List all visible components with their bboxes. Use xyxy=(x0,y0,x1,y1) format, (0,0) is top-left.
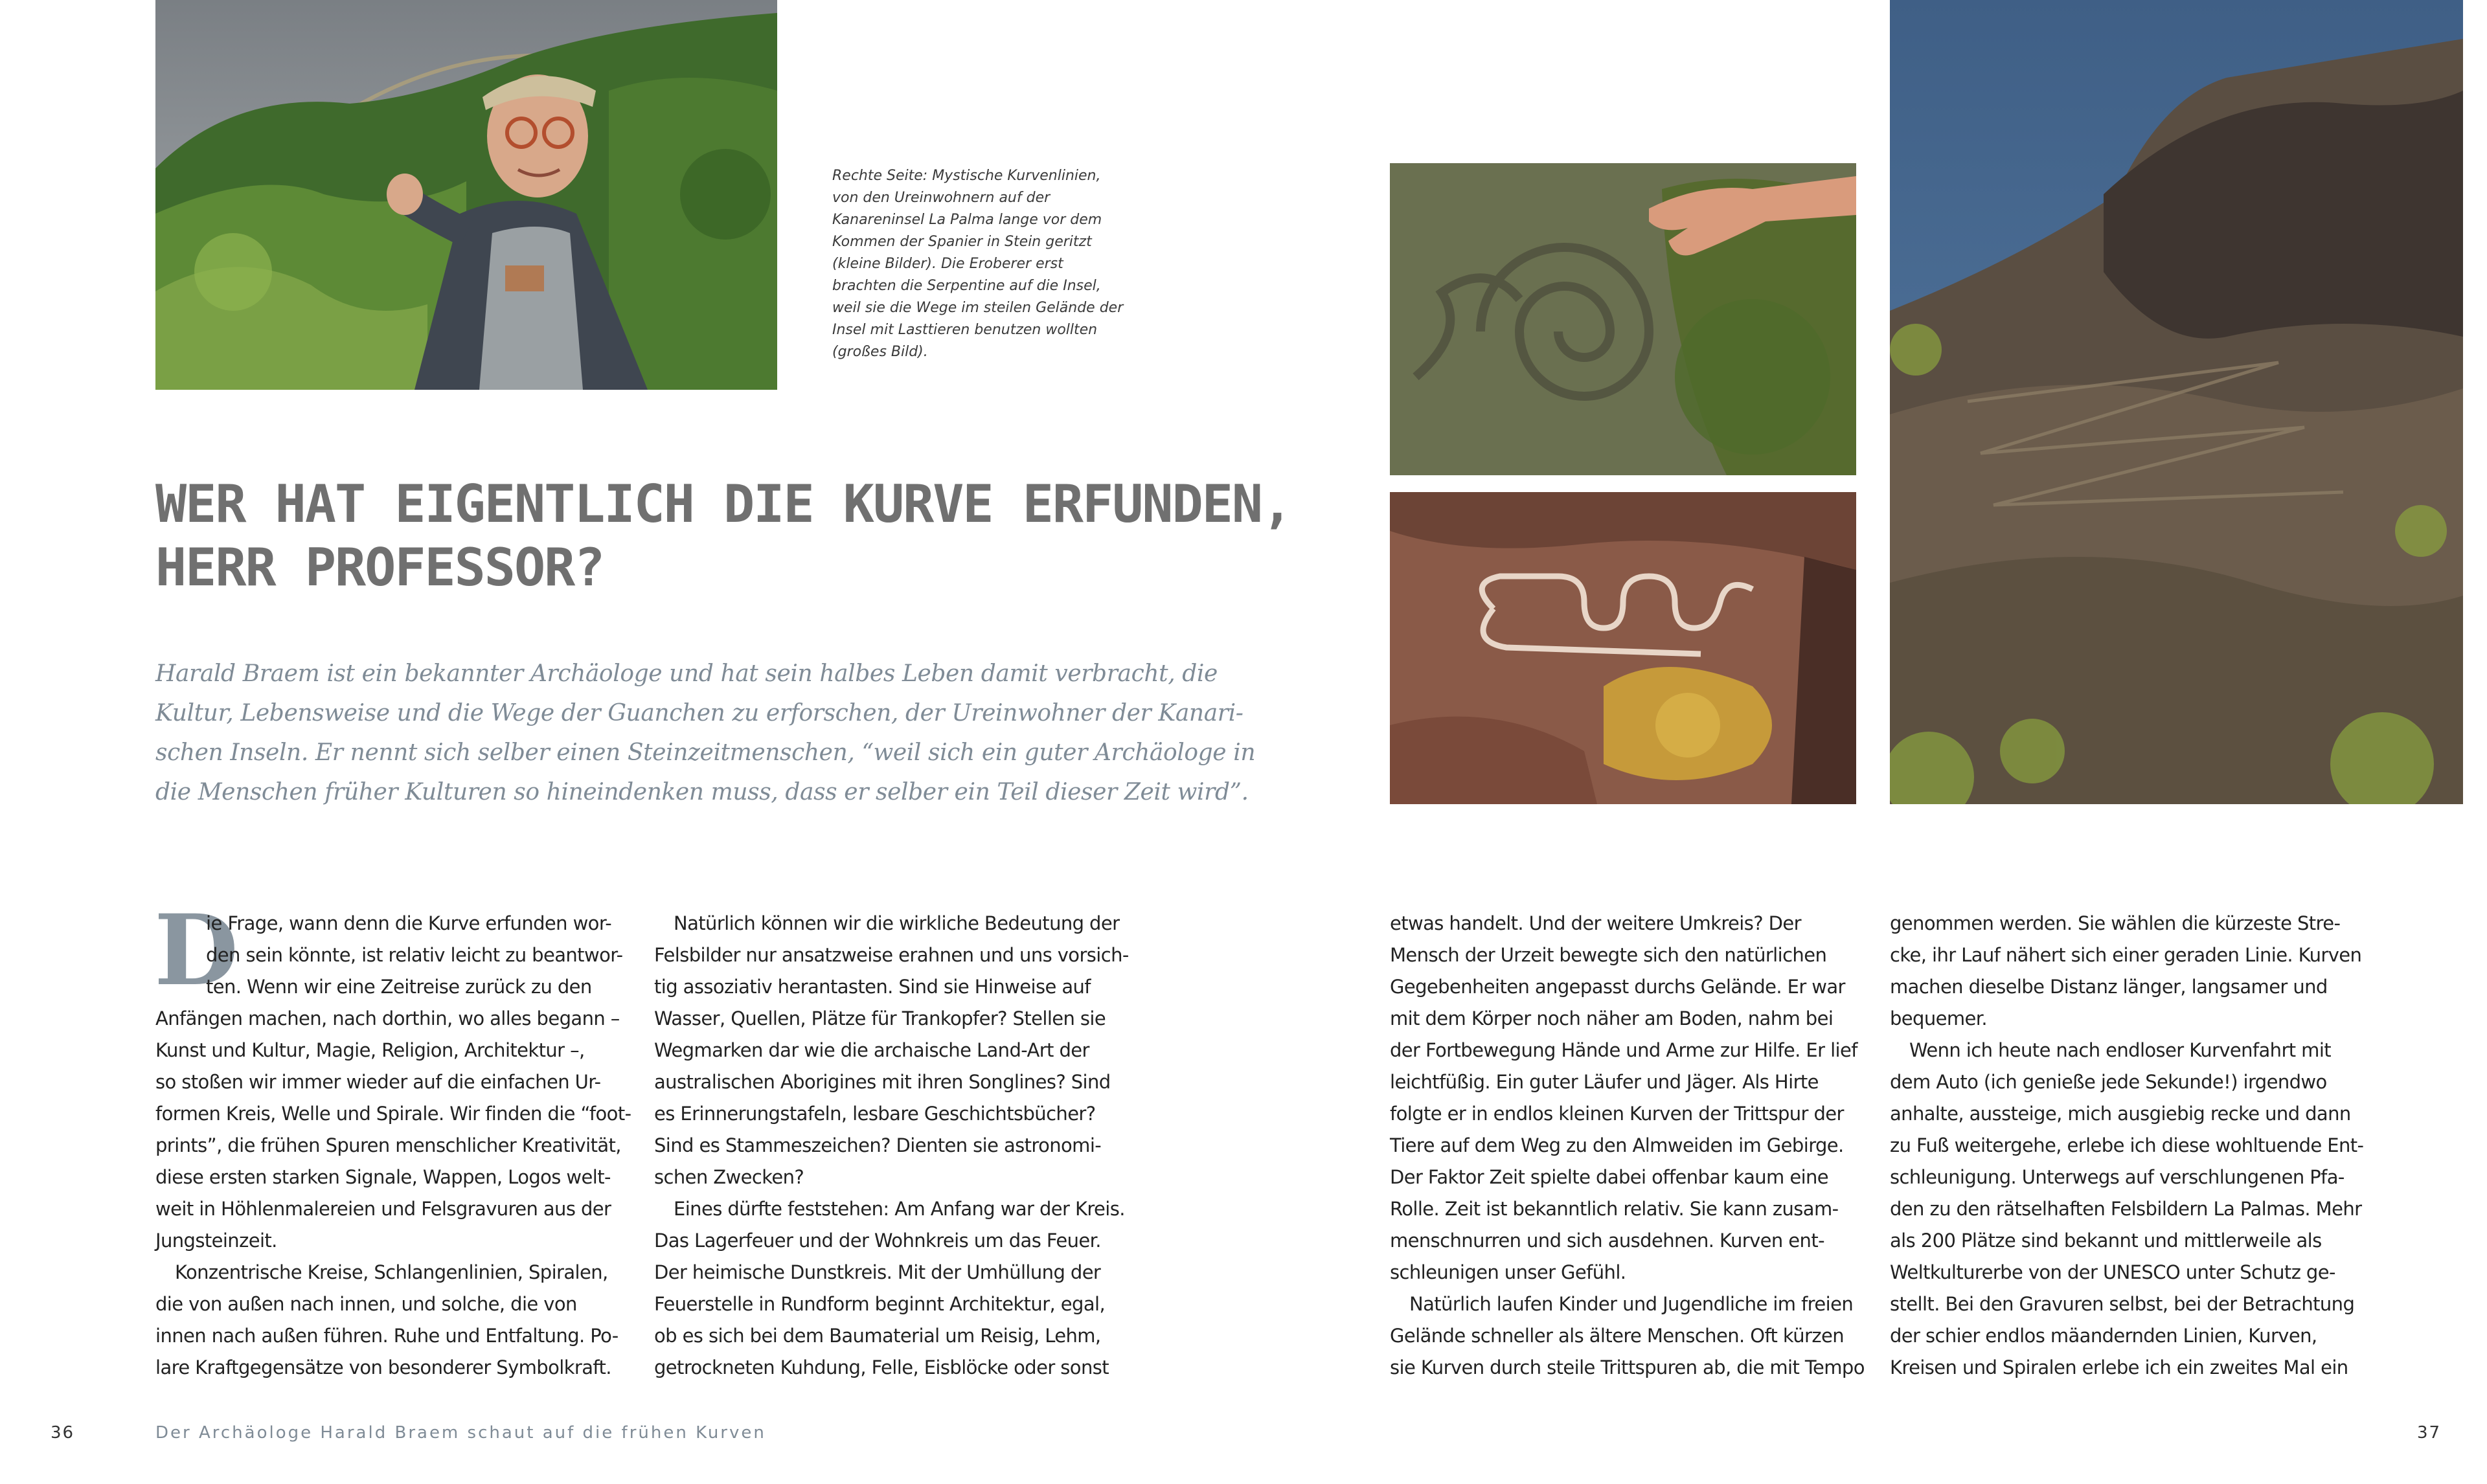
body-line: prints”, die frühen Spuren menschlicher Kreativität, xyxy=(155,1134,621,1156)
body-line: formen Kreis, Welle und Spirale. Wir finden die “foot- xyxy=(155,1103,631,1125)
body-line: tig assoziativ herantasten. Sind sie Hinweise auf xyxy=(654,976,1091,998)
headline-line-1: WER HAT EIGENTLICH DIE KURVE ERFUNDEN, xyxy=(155,474,1292,534)
body-line: so stoßen wir immer wieder auf die einfachen Ur- xyxy=(155,1071,601,1093)
body-line: getrockneten Kuhdung, Felle, Eisblöcke oder sonst xyxy=(654,1356,1109,1378)
body-line: Das Lagerfeuer und der Wohnkreis um das Feuer. xyxy=(654,1230,1101,1252)
headline-line-2: HERR PROFESSOR? xyxy=(155,537,604,598)
page-number-right: 37 xyxy=(2417,1423,2442,1443)
body-line: zu Fuß weitergehe, erlebe ich diese wohltuende Ent- xyxy=(1890,1134,2364,1156)
body-line: der schier endlos mäandernden Linien, Kurven, xyxy=(1890,1325,2317,1347)
body-line: leichtfüßig. Ein guter Läufer und Jäger. Als Hirte xyxy=(1390,1071,1819,1093)
body-line: Gegebenheiten angepasst durchs Gelände. Er war xyxy=(1390,976,1845,998)
body-line: Wasser, Quellen, Plätze für Trankopfer? Stellen sie xyxy=(654,1007,1106,1029)
body-line: die von außen nach innen, und solche, die von xyxy=(155,1293,577,1315)
drop-cap: D xyxy=(154,894,239,1007)
body-line: Kreisen und Spiralen erlebe ich ein zweites Mal ein xyxy=(1890,1356,2348,1378)
running-head: Der Archäologe Harald Braem schaut auf die frühen Kurven xyxy=(155,1423,766,1443)
body-column-4 xyxy=(1890,908,2369,1384)
caption-text: Rechte Seite: Mystische Kurvenlinien, von den Ureinwohnern auf der Kanareninsel La Palma lange vor dem Kommen der Spanier in Stein geritzt (kleine Bilder). Die Eroberer erst brachten die Serpentine auf die Insel, weil sie die Wege im steilen Gelände der Insel mit Lasttieren benutzen wollten (großes Bild). xyxy=(832,168,1124,360)
body-line: Anfängen machen, nach dorthin, wo alles begann – xyxy=(155,1007,620,1029)
body-line: anhalte, aussteige, mich ausgiebig recke und dann xyxy=(1890,1103,2351,1125)
body-line: Der heimische Dunstkreis. Mit der Umhüllung der xyxy=(654,1261,1101,1283)
petroglyph-spiral-photo xyxy=(1390,163,1856,475)
body-line: sie Kurven durch steile Trittspuren ab, die mit Tempo xyxy=(1390,1356,1865,1378)
body-line: den zu den rätselhaften Felsbildern La Palmas. Mehr xyxy=(1890,1198,2362,1220)
portrait-photo xyxy=(155,0,777,390)
body-line: schleunigen unser Gefühl. xyxy=(1390,1261,1626,1283)
body-line: Jungsteinzeit. xyxy=(155,1230,277,1252)
body-line: Der Faktor Zeit spielte dabei offenbar kaum eine xyxy=(1390,1166,1829,1188)
intro-paragraph xyxy=(155,654,1256,812)
body-line: genommen werden. Sie wählen die kürzeste Stre- xyxy=(1890,912,2341,934)
body-line: Gelände schneller als ältere Menschen. Oft kürzen xyxy=(1390,1325,1844,1347)
body-line: folgte er in endlos kleinen Kurven der Trittspur der xyxy=(1390,1103,1844,1125)
body-line: Mensch der Urzeit bewegte sich den natürlichen xyxy=(1390,944,1827,966)
body-line: Weltkulturerbe von der UNESCO unter Schutz ge- xyxy=(1890,1261,2335,1283)
body-column-3 xyxy=(1390,908,1869,1384)
body-line: cke, ihr Lauf nähert sich einer geraden Linie. Kurven xyxy=(1890,944,2362,966)
body-column-1 xyxy=(154,894,635,1384)
body-line: lare Kraftgegensätze von besonderer Symbolkraft. xyxy=(155,1356,611,1378)
petroglyph-meander-photo xyxy=(1390,492,1856,804)
body-line: Wenn ich heute nach endloser Kurvenfahrt mit xyxy=(1909,1039,2332,1061)
body-line: stellt. Bei den Gravuren selbst, bei der Betrachtung xyxy=(1890,1293,2355,1315)
body-line: schleunigung. Unterwegs auf verschlungenen Pfa- xyxy=(1890,1166,2345,1188)
body-line: Tiere auf dem Weg zu den Almweiden im Gebirge. xyxy=(1390,1134,1844,1156)
body-line: Rolle. Zeit ist bekanntlich relativ. Sie kann zusam- xyxy=(1390,1198,1839,1220)
intro-line: die Menschen früher Kulturen so hineindenken muss, dass er selber ein Teil dieser Zeit wird”. xyxy=(155,779,1249,805)
body-line: schen Zwecken? xyxy=(654,1166,804,1188)
page-number-left: 36 xyxy=(51,1423,75,1443)
body-line: mit dem Körper noch näher am Boden, nahm bei xyxy=(1390,1007,1834,1029)
body-line: bequemer. xyxy=(1890,1007,1988,1029)
body-line: Wegmarken dar wie die archaische Land-Art der xyxy=(654,1039,1089,1061)
body-line: ten. Wenn wir eine Zeitreise zurück zu den xyxy=(206,976,592,998)
article-headline xyxy=(155,473,1292,600)
coast-cliff-photo xyxy=(1890,0,2463,804)
body-line: etwas handelt. Und der weitere Umkreis? Der xyxy=(1390,912,1801,934)
body-line: diese ersten starken Signale, Wappen, Logos welt- xyxy=(155,1166,611,1188)
body-line: machen dieselbe Distanz länger, langsamer und xyxy=(1890,976,2328,998)
body-line: ob es sich bei dem Baumaterial um Reisig, Lehm, xyxy=(654,1325,1101,1347)
body-line: australischen Aborigines mit ihren Songlines? Sind xyxy=(654,1071,1111,1093)
body-line: dem Auto (ich genieße jede Sekunde!) irgendwo xyxy=(1890,1071,2327,1093)
body-line: innen nach außen führen. Ruhe und Entfaltung. Po- xyxy=(155,1325,619,1347)
intro-line: Harald Braem ist ein bekannter Archäologe und hat sein halbes Leben damit verbracht, die xyxy=(155,660,1218,687)
body-line: Natürlich können wir die wirkliche Bedeutung der xyxy=(674,912,1120,934)
body-line: Feuerstelle in Rundform beginnt Architektur, egal, xyxy=(654,1293,1106,1315)
body-line: Konzentrische Kreise, Schlangenlinien, Spiralen, xyxy=(175,1261,608,1283)
body-line: ie Frage, wann denn die Kurve erfunden wor- xyxy=(206,912,612,934)
body-line: weit in Höhlenmalereien und Felsgravuren aus der xyxy=(155,1198,611,1220)
photo-caption xyxy=(832,165,1130,363)
body-line: Felsbilder nur ansatzweise erahnen und uns vorsich- xyxy=(654,944,1129,966)
body-line: als 200 Plätze sind bekannt und mittlerweile als xyxy=(1890,1230,2322,1252)
body-line: den sein könnte, ist relativ leicht zu beantwor- xyxy=(206,944,623,966)
body-line: Natürlich laufen Kinder und Jugendliche im freien xyxy=(1409,1293,1854,1315)
body-line: Eines dürfte feststehen: Am Anfang war der Kreis. xyxy=(674,1198,1125,1220)
body-line: menschnurren und sich ausdehnen. Kurven ent- xyxy=(1390,1230,1824,1252)
intro-line: Kultur, Lebensweise und die Wege der Guanchen zu erforschen, der Ureinwohner der Kanari- xyxy=(155,700,1244,726)
body-line: der Fortbewegung Hände und Arme zur Hilfe. Er lief xyxy=(1390,1039,1857,1061)
intro-line: schen Inseln. Er nennt sich selber einen Steinzeitmenschen, “weil sich ein guter Archäologe in xyxy=(155,739,1256,766)
body-line: Sind es Stammeszeichen? Dienten sie astronomi- xyxy=(654,1134,1102,1156)
body-column-2 xyxy=(654,908,1133,1384)
body-line: Kunst und Kultur, Magie, Religion, Architektur –, xyxy=(155,1039,585,1061)
body-line: es Erinnerungstafeln, lesbare Geschichtsbücher? xyxy=(654,1103,1096,1125)
